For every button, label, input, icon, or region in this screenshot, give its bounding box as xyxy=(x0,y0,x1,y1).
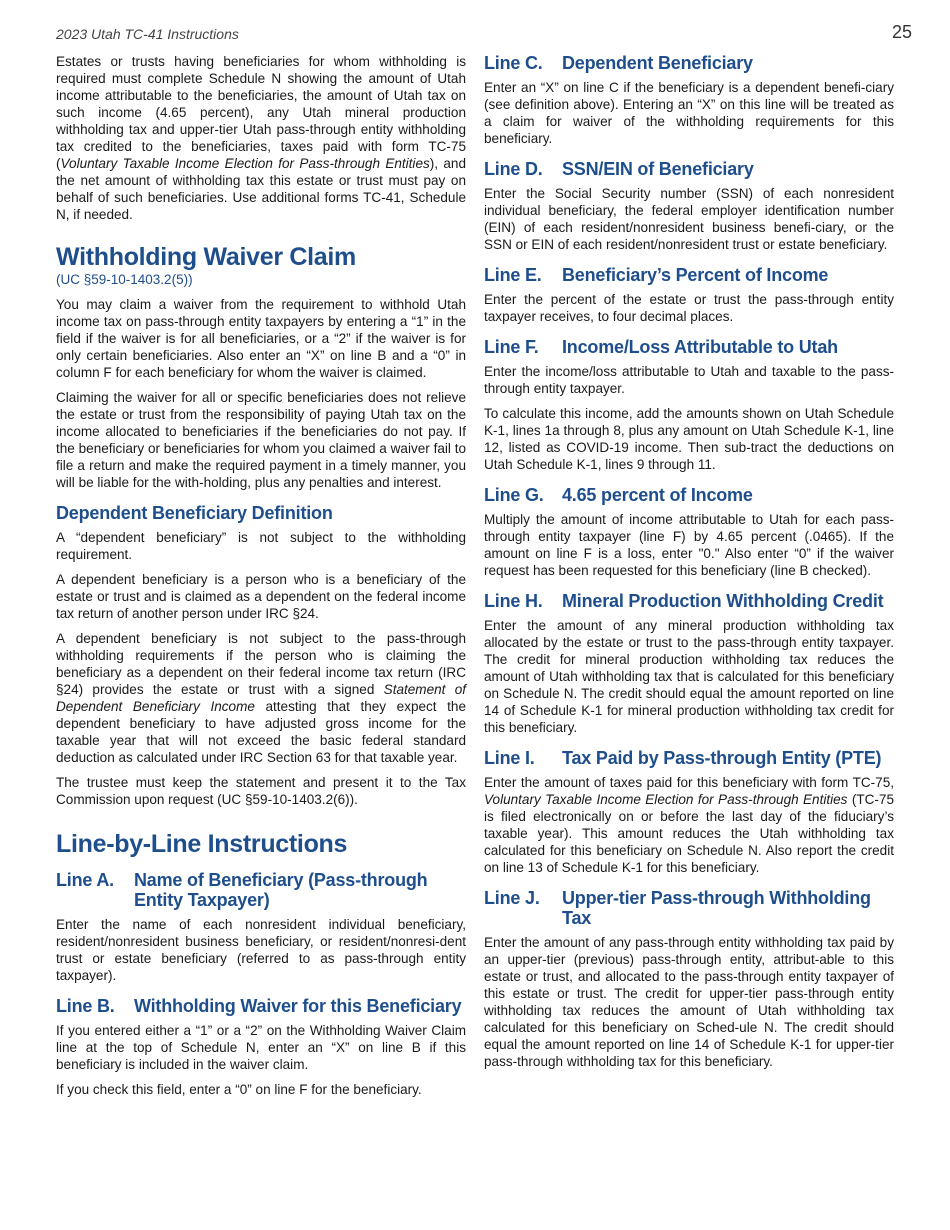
line-j-label: Line J. xyxy=(484,888,540,908)
line-j-title: Upper-tier Pass-through Withholding Tax xyxy=(562,888,871,928)
line-b-paragraph-1: If you entered either a “1” or a “2” on the Withholding Waiver Claim line at the top of Schedule N, enter an “X” on line B if this beneficiary is included in the waiver claim. xyxy=(56,1023,466,1072)
line-c-label: Line C. xyxy=(484,53,543,73)
line-e-label: Line E. xyxy=(484,265,542,285)
line-g-body: Multiply the amount of income attributable to Utah for each pass-through entity taxpayer (line F) by 4.65 percent (.0465). If the amount on line F is a loss, enter "0." Also enter “0” if the waiver request has been requested for this beneficiary (line B checked). xyxy=(484,512,894,578)
dependent-paragraph-3: A dependent beneficiary is not subject to the pass-through withholding requirements if the person who is claiming the beneficiary as a dependent on their federal income tax return (IRC §24) provides the estate or trust with a signed Statement of Dependent Beneficiary Income attesting that they expect the dependent beneficiary to have adjusted gross income for the taxable year that will not exceed the basic federal standard deduction as calculated under IRC Section 63 for that taxable year. xyxy=(56,631,466,765)
line-b-label: Line B. xyxy=(56,996,115,1016)
left-column xyxy=(56,53,466,1106)
line-f-paragraph-2: To calculate this income, add the amounts shown on Utah Schedule K-1, lines 1a through 8, plus any amount on Utah Schedule K-1, line 12, listed as COVID-19 income. Then sub-tract the deductions on Utah Schedule K-1, lines 9 through 11. xyxy=(484,406,894,472)
line-d-body: Enter the Social Security number (SSN) of each nonresident individual beneficiary, the federal employer identification number (EIN) of each resident/nonresident business benefi-ciary, or the SSN or EIN of each resident/nonresident trust or estate beneficiary. xyxy=(484,186,894,252)
line-f-heading xyxy=(484,337,894,357)
line-i-body: Enter the amount of taxes paid for this beneficiary with form TC-75, Voluntary Taxable Income Election for Pass-through Entities (TC-75 is filed electronically on or before the last day of the fiduciary’s taxable year). This amount reduces the Utah withholding tax calculated for this beneficiary on Schedule N. Also report the credit on line 13 of Schedule K-1 for this beneficiary. xyxy=(484,775,894,875)
line-a-body: Enter the name of each nonresident individual beneficiary, resident/nonresident business beneficiary, or resident/nonresi-dent trust or estate beneficiary (referred to as pass-through entity taxpayer). xyxy=(56,917,466,983)
intro-paragraph: Estates or trusts having beneficiaries for whom withholding is required must complete Schedule N showing the amount of Utah income attributable to the beneficiaries, the amount of Utah tax on such income (4.65 percent), any Utah mineral production withholding tax and upper-tier Utah pass-through entity withholding tax credited to the beneficiaries, taxes paid with form TC-75 (Voluntary Taxable Income Election for Pass-through Entities), and the net amount of withholding tax this estate or trust must pay on behalf of such beneficiaries. Use additional forms TC-41, Schedule N, if needed. xyxy=(56,54,466,222)
line-c-title: Dependent Beneficiary xyxy=(562,53,753,73)
dependent-heading: Dependent Beneficiary Definition xyxy=(56,503,333,523)
line-e-title: Beneficiary’s Percent of Income xyxy=(562,265,829,285)
line-g-heading xyxy=(484,485,894,505)
line-d-label: Line D. xyxy=(484,159,543,179)
line-b-paragraph-2: If you check this field, enter a “0” on line F for the beneficiary. xyxy=(56,1082,422,1097)
right-column xyxy=(484,53,894,1078)
line-f-paragraph-1: Enter the income/loss attributable to Utah and taxable to the pass-through entity taxpayer. xyxy=(484,364,894,396)
line-f-title: Income/Loss Attributable to Utah xyxy=(562,337,838,357)
line-c-body: Enter an “X” on line C if the beneficiary is a dependent benefi-ciary (see definition above). Entering an “X” on this line will be treated as a claim for waiver of the withholding requirements for this beneficiary. xyxy=(484,80,894,146)
waiver-citation: (UC §59-10-1403.2(5)) xyxy=(56,272,193,287)
line-d-title: SSN/EIN of Beneficiary xyxy=(562,159,754,179)
line-i-label: Line I. xyxy=(484,748,535,768)
dependent-paragraph-1: A “dependent beneficiary” is not subject to the withholding requirement. xyxy=(56,530,466,562)
line-h-heading xyxy=(484,591,894,611)
waiver-paragraph-1: You may claim a waiver from the requirement to withhold Utah income tax on pass-through entity taxpayers by entering a “1” in the field if the waiver is for all beneficiaries, or a “2” if the waiver is for only certain beneficiaries. Also enter an “X” on line B and a “0” in column F for each beneficiary for whom the waiver is claimed. xyxy=(56,297,466,380)
line-g-label: Line G. xyxy=(484,485,544,505)
line-h-title: Mineral Production Withholding Credit xyxy=(562,591,884,611)
waiver-heading: Withholding Waiver Claim xyxy=(56,243,356,271)
line-e-body: Enter the percent of the estate or trust the pass-through entity taxpayer receives, to four decimal places. xyxy=(484,292,894,324)
dependent-paragraph-2: A dependent beneficiary is a person who is a beneficiary of the estate or trust and is claimed as a dependent on the federal income tax return of another person under IRC §24. xyxy=(56,572,466,621)
line-b-title: Withholding Waiver for this Beneficiary xyxy=(134,996,462,1016)
line-h-body: Enter the amount of any mineral production withholding tax allocated by the estate or trust to the pass-through entity taxpayer. The credit for mineral production withholding tax reduces the amount of Utah withholding tax that is calculated for this beneficiary on Schedule N. The credit should equal the amount reported on line 14 of Schedule K-1 for mineral production withholding tax credit for this beneficiary. xyxy=(484,618,894,735)
line-h-label: Line H. xyxy=(484,591,543,611)
dependent-paragraph-4: The trustee must keep the statement and present it to the Tax Commission upon request (UC §59-10-1403.2(6)). xyxy=(56,775,466,807)
line-i-heading xyxy=(484,748,894,768)
line-e-heading xyxy=(484,265,894,285)
line-f-label: Line F. xyxy=(484,337,539,357)
line-b-heading xyxy=(56,996,466,1016)
line-a-heading xyxy=(56,870,466,910)
line-c-heading xyxy=(484,53,894,73)
line-g-title: 4.65 percent of Income xyxy=(562,485,753,505)
line-a-title: Name of Beneficiary (Pass-through Entity Taxpayer) xyxy=(134,870,428,910)
page-number: 25 xyxy=(891,22,912,42)
line-j-body: Enter the amount of any pass-through entity withholding tax paid by an upper-tier (previous) pass-through entity, attribut-able to this estate or trust, and allocated to the pass-through entity taxpayer of this estate or trust. The credit for upper-tier pass-through entity withholding tax reduces the amount of Utah withholding tax calculated for this beneficiary on Sched-ule N. The credit should equal the amount reported on line 14 of Schedule K-1 for upper-tier pass-through withholding tax for this beneficiary. xyxy=(484,935,894,1069)
running-title: 2023 Utah TC-41 Instructions xyxy=(56,26,239,42)
line-i-title: Tax Paid by Pass-through Entity (PTE) xyxy=(562,748,882,768)
line-by-line-heading: Line-by-Line Instructions xyxy=(56,830,348,858)
waiver-paragraph-2: Claiming the waiver for all or specific beneficiaries does not relieve the estate or trust from the responsibility of paying Utah tax on the income allocated to beneficiaries if the beneficiaries do not pay. If the beneficiary or beneficiaries for whom you claimed a waiver fail to file a return and make the required payment in a timely manner, you will be liable for the with-holding, plus any penalties and interest. xyxy=(56,390,466,490)
line-a-label: Line A. xyxy=(56,870,114,890)
line-d-heading xyxy=(484,159,894,179)
line-j-heading xyxy=(484,888,894,928)
